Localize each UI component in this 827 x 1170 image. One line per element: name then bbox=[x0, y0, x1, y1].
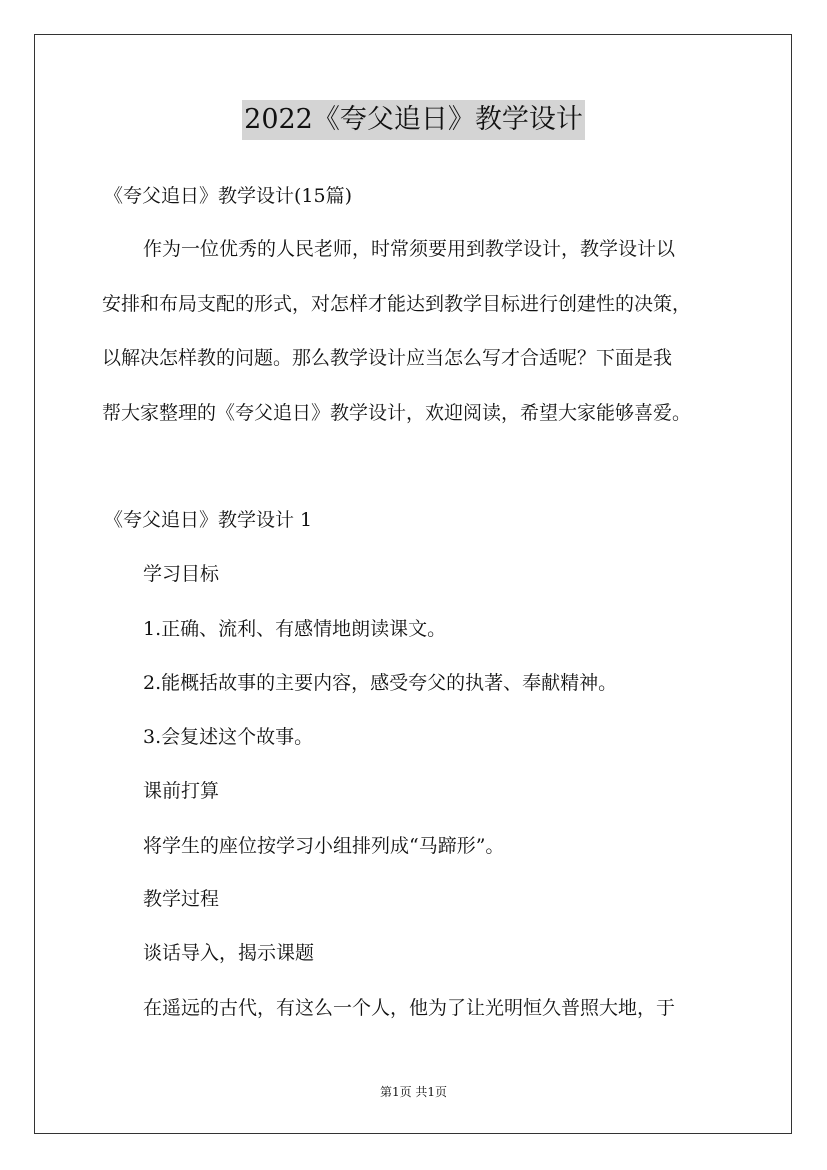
intro-line-2: 安排和布局支配的形式，对怎样才能达到教学目标进行创建性的决策， bbox=[102, 293, 692, 315]
page-indicator: 第1页 共1页 bbox=[379, 1085, 448, 1099]
intro-line-1: 作为一位优秀的人民老师，时常须要用到教学设计，教学设计以 bbox=[143, 238, 676, 260]
process-text: 在遥远的古代，有这么一个人，他为了让光明恒久普照大地，于 bbox=[143, 997, 676, 1019]
objective-item-2: 2.能概括故事的主要内容，感受夸父的执著、奉献精神。 bbox=[143, 672, 618, 694]
objective-item-1: 1.正确、流利、有感情地朗读课文。 bbox=[143, 618, 447, 640]
objectives-heading: 学习目标 bbox=[143, 563, 220, 585]
objective-item-3: 3.会复述这个故事。 bbox=[143, 726, 314, 748]
prep-heading: 课前打算 bbox=[143, 780, 220, 802]
title-container bbox=[0, 100, 827, 140]
process-step: 谈话导入，揭示课题 bbox=[143, 942, 315, 964]
section-heading: 《夸父追日》教学设计 1 bbox=[104, 509, 313, 531]
intro-line-4: 帮大家整理的《夸父追日》教学设计，欢迎阅读，希望大家能够喜爱。 bbox=[102, 402, 692, 424]
process-heading: 教学过程 bbox=[143, 888, 220, 910]
document-title: 2022《夸父追日》教学设计 bbox=[242, 100, 585, 140]
prep-text: 将学生的座位按学习小组排列成“马蹄形”。 bbox=[143, 835, 505, 857]
intro-line-3: 以解决怎样教的问题。那么教学设计应当怎么写才合适呢？下面是我 bbox=[102, 347, 673, 369]
document-subtitle: 《夸父追日》教学设计(15篇) bbox=[104, 185, 353, 207]
